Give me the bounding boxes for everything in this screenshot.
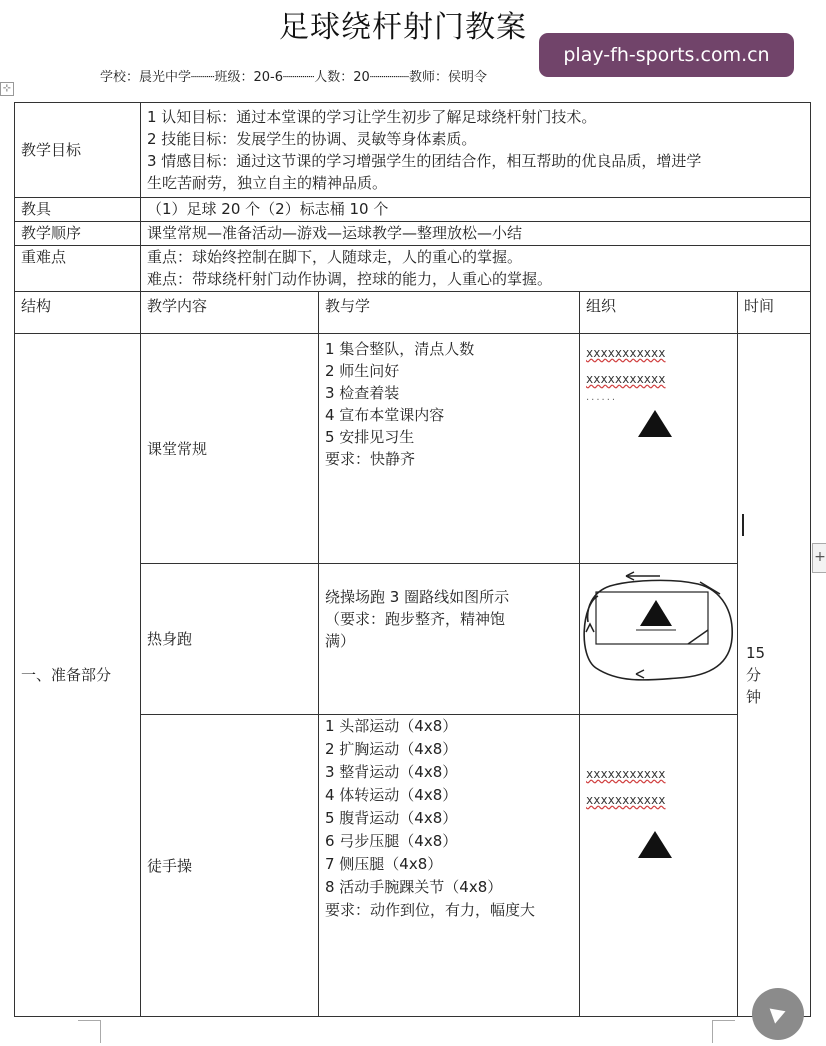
objective-line: 2 技能目标：发展学生的协调、灵敏等身体素质。 xyxy=(147,130,477,148)
header-time: 时间 xyxy=(738,292,811,334)
route-arrowhead-left xyxy=(586,624,594,632)
page-corner-mark xyxy=(78,1020,101,1043)
teaching-cell xyxy=(319,334,580,564)
lesson-plan-table xyxy=(14,102,811,1017)
equipment-label: 教具 xyxy=(15,198,141,222)
header-content: 教学内容 xyxy=(141,292,319,334)
teacher-triangle-icon xyxy=(638,831,672,858)
watermark: play-fh-sports.com.cn xyxy=(539,33,794,77)
key-point-line: 重点：球始终控制在脚下，人随球走，人的重心的掌握。 xyxy=(147,248,523,266)
objective-line: 生吃苦耐劳，独立自主的精神品质。 xyxy=(147,174,388,192)
key-points-row xyxy=(15,246,811,292)
header-structure: 结构 xyxy=(15,292,141,334)
time-unit: 钟 xyxy=(746,688,762,706)
time-cell xyxy=(738,334,811,1017)
formation-cell xyxy=(580,564,738,715)
page-corner-mark xyxy=(712,1020,735,1043)
lesson-plan-table-wrap xyxy=(14,102,810,1014)
table-row xyxy=(15,334,811,564)
list-item: 4 宣布本堂课内容 xyxy=(325,406,445,424)
equipment-value: （1）足球 20 个（2）标志桶 10 个 xyxy=(141,198,811,222)
sequence-label: 教学顺序 xyxy=(15,222,141,246)
key-point-line: 难点：带球绕杆射门动作协调，控球的能力，人重心的掌握。 xyxy=(147,270,553,288)
list-item: 5 安排见习生 xyxy=(325,428,415,446)
list-item: 4 体转运动（4x8） xyxy=(325,786,458,804)
content-cell: 徒手操 xyxy=(141,715,319,1017)
student-row: xxxxxxxxxxx xyxy=(586,346,666,360)
objective-line: 3 情感目标：通过这节课的学习增强学生的团结合作，相互帮助的优良品质，增进学 xyxy=(147,152,702,170)
objectives-text xyxy=(141,103,811,198)
sequence-value: 课堂常规—准备活动—游戏—运球教学—整理放松—小结 xyxy=(141,222,811,246)
route-arrowhead-bottom xyxy=(636,670,644,678)
list-item: 6 弓步压腿（4x8） xyxy=(325,832,458,850)
list-item: 8 活动手腕踝关节（4x8） xyxy=(325,878,503,896)
teacher-triangle-icon xyxy=(640,600,672,626)
route-arrow-bottom-right xyxy=(688,630,708,644)
formation-cell xyxy=(580,715,738,1017)
list-item: 2 扩胸运动（4x8） xyxy=(325,740,458,758)
content-cell: 课堂常规 xyxy=(141,334,319,564)
list-item: 3 整背运动（4x8） xyxy=(325,763,458,781)
sequence-row xyxy=(15,222,811,246)
key-points-text xyxy=(141,246,811,292)
header-row xyxy=(15,292,811,334)
class-info-line: 学校：晨光中学┈┈┈班级：20-6┈┈┈┈人数：20┈┈┈┈┈教师：侯明令 xyxy=(100,70,487,85)
running-route-diagram xyxy=(580,564,738,714)
play-button[interactable] xyxy=(752,988,804,1040)
play-icon xyxy=(765,1001,791,1027)
student-row: xxxxxxxxxxx xyxy=(586,793,666,807)
teacher-triangle-icon xyxy=(638,410,672,437)
list-item: 1 头部运动（4x8） xyxy=(325,717,458,735)
objectives-row xyxy=(15,103,811,198)
text-cursor xyxy=(742,514,744,536)
time-unit: 分 xyxy=(746,666,762,684)
objectives-label: 教学目标 xyxy=(15,103,141,198)
student-row: xxxxxxxxxxx xyxy=(586,767,666,781)
list-item: （要求：跑步整齐，精神饱 xyxy=(325,610,506,628)
objective-line: 1 认知目标：通过本堂课的学习让学生初步了解足球绕杆射门技术。 xyxy=(147,108,597,126)
section-name: 一、准备部分 xyxy=(15,334,141,1017)
equipment-row xyxy=(15,198,811,222)
key-points-label: 重难点 xyxy=(15,246,141,292)
header-teaching: 教与学 xyxy=(319,292,580,334)
add-row-icon[interactable]: + xyxy=(812,543,826,573)
teaching-cell xyxy=(319,564,580,715)
list-item: 要求：快静齐 xyxy=(325,450,416,468)
time-value: 15 xyxy=(746,644,766,662)
move-cross-icon[interactable]: ⊹ xyxy=(0,82,14,96)
dotted-marks: ...... xyxy=(586,392,618,403)
teaching-cell xyxy=(319,715,580,1017)
formation-cell xyxy=(580,334,738,564)
list-item: 绕操场跑 3 圈路线如图所示 xyxy=(325,588,510,606)
student-row: xxxxxxxxxxx xyxy=(586,372,666,386)
header-formation: 组织 xyxy=(580,292,738,334)
list-item: 满） xyxy=(325,632,356,650)
list-item: 7 侧压腿（4x8） xyxy=(325,855,443,873)
list-item: 1 集合整队，清点人数 xyxy=(325,340,475,358)
list-item: 3 检查着装 xyxy=(325,384,400,402)
page-title: 足球绕杆射门教案 xyxy=(279,10,527,45)
content-cell: 热身跑 xyxy=(141,564,319,715)
list-item: 5 腹背运动（4x8） xyxy=(325,809,458,827)
list-item: 2 师生问好 xyxy=(325,362,400,380)
list-item: 要求：动作到位，有力，幅度大 xyxy=(325,901,536,919)
